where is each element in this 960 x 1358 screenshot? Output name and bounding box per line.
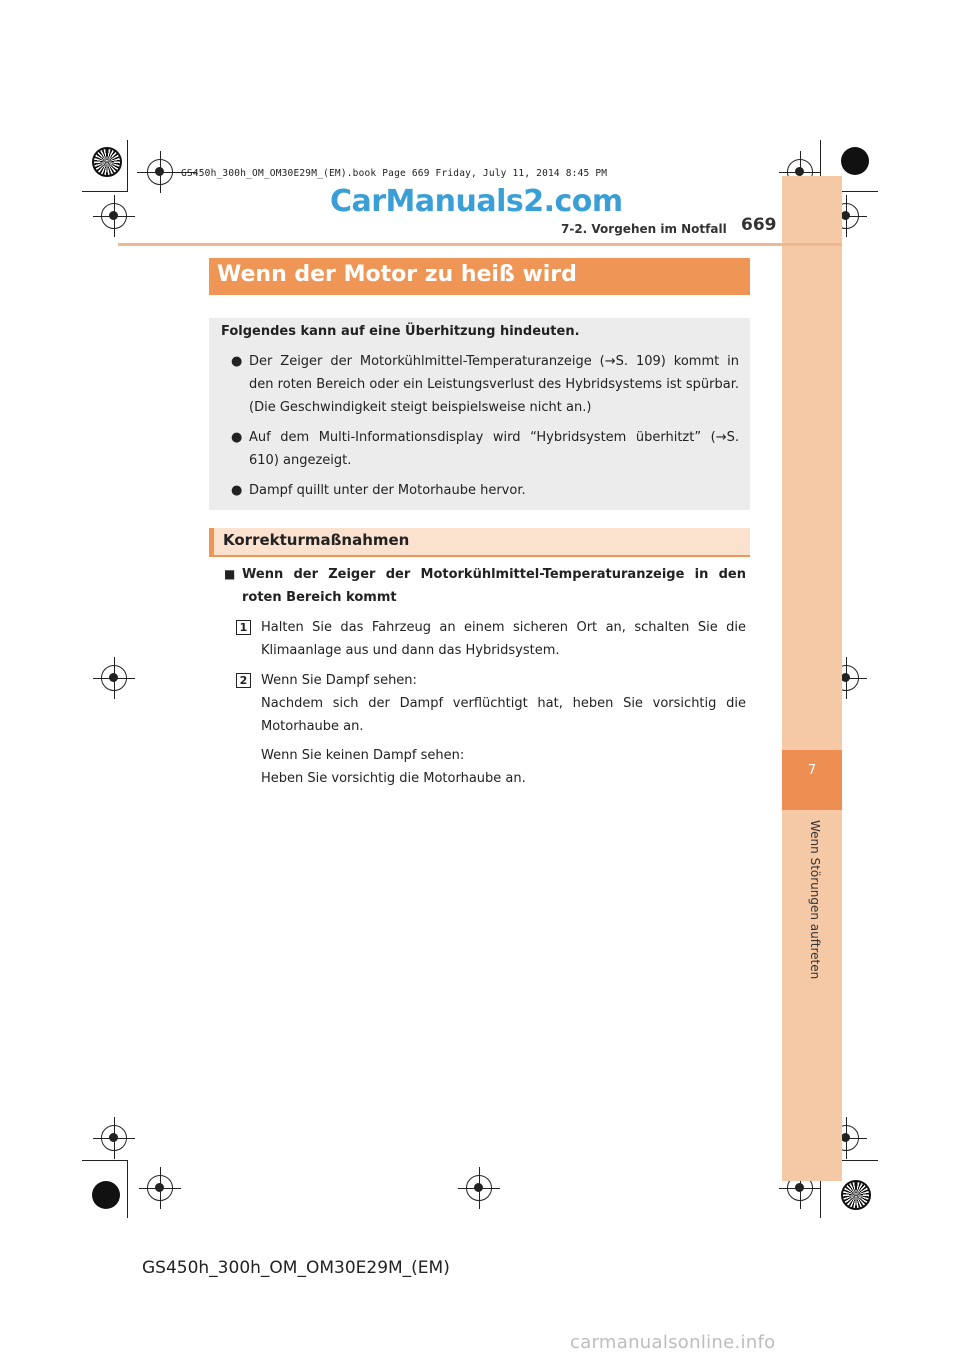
list-item-text: Der Zeiger der Motorkühlmittel-Temperaturanzeige (→S. 109) kommt in den roten Bereich oder ein Leistungsverlust des Hybridsystems ist spürbar. (Die Geschwindigkeit steigt beispielsweise nicht an.) <box>249 354 739 415</box>
step-2 <box>236 669 746 790</box>
square-bullet-icon: ■ <box>224 567 236 581</box>
bullet-icon: ● <box>231 483 243 498</box>
bullet-icon: ● <box>231 430 243 445</box>
page-number: 669 <box>741 215 777 235</box>
registration-dot-bottom-left <box>92 1181 120 1209</box>
page-title-bar <box>209 258 750 295</box>
footer-code: GS450h_300h_OM_OM30E29M_(EM) <box>142 1258 450 1278</box>
condition-text: Wenn der Zeiger der Motorkühlmittel-Temperaturanzeige in den roten Bereich kommt <box>242 567 746 605</box>
book-info-line: GS450h_300h_OM_OM30E29M_(EM).book Page 669 Friday, July 11, 2014 8:45 PM <box>181 168 608 179</box>
step-number-badge: 2 <box>236 673 251 688</box>
step-number-badge: 1 <box>236 620 251 635</box>
registration-sunburst-bottom-right <box>841 1180 871 1210</box>
registration-crosshair <box>147 1175 173 1201</box>
chapter-number-tab[interactable]: 7 <box>782 750 842 810</box>
crop-mark <box>127 1160 128 1218</box>
step-text: Wenn Sie Dampf sehen: <box>261 673 417 688</box>
step-text: Nachdem sich der Dampf verflüchtigt hat, heben Sie vorsichtig die Motorhaube an. <box>261 696 746 734</box>
crop-mark <box>82 1160 128 1161</box>
watermark-logo[interactable]: CarManuals2.com <box>330 184 623 219</box>
symptoms-heading: Folgendes kann auf eine Überhitzung hindeuten. <box>221 324 580 339</box>
symptoms-box <box>209 318 750 510</box>
chapter-side-strip <box>782 176 842 1181</box>
page-title: Wenn der Motor zu heiß wird <box>217 262 577 287</box>
section-reference: 7-2. Vorgehen im Notfall <box>561 222 727 236</box>
condition-heading <box>224 563 746 609</box>
registration-crosshair <box>101 1125 127 1151</box>
header-rule <box>118 243 842 246</box>
step-text: Wenn Sie keinen Dampf sehen: <box>261 748 465 763</box>
registration-crosshair <box>101 203 127 229</box>
crop-mark <box>127 140 128 192</box>
corrective-heading: Korrekturmaßnahmen <box>223 531 410 549</box>
footer-watermark[interactable]: carmanualsonline.info <box>570 1332 776 1353</box>
registration-crosshair <box>101 665 127 691</box>
step-1 <box>236 616 746 662</box>
list-item <box>231 426 739 472</box>
list-item-text: Auf dem Multi-Informationsdisplay wird “Hybridsystem überhitzt” (→S. 610) angezeigt. <box>249 430 739 468</box>
list-item-text: Dampf quillt unter der Motorhaube hervor. <box>249 483 526 498</box>
registration-crosshair <box>466 1175 492 1201</box>
step-text: Heben Sie vorsichtig die Motorhaube an. <box>261 771 526 786</box>
bullet-icon: ● <box>231 354 243 369</box>
chapter-label: Wenn Störungen auftreten <box>808 820 822 980</box>
step-text: Halten Sie das Fahrzeug an einem sicheren Ort an, schalten Sie die Klimaanlage aus und dann das Hybridsystem. <box>261 620 746 658</box>
registration-sunburst-top-left <box>92 147 122 177</box>
list-item <box>231 350 739 419</box>
list-item <box>231 479 739 502</box>
crop-mark <box>82 191 128 192</box>
corrective-heading-bar <box>209 528 750 556</box>
subheading-rule <box>209 555 750 557</box>
registration-dot-top-right <box>841 147 869 175</box>
